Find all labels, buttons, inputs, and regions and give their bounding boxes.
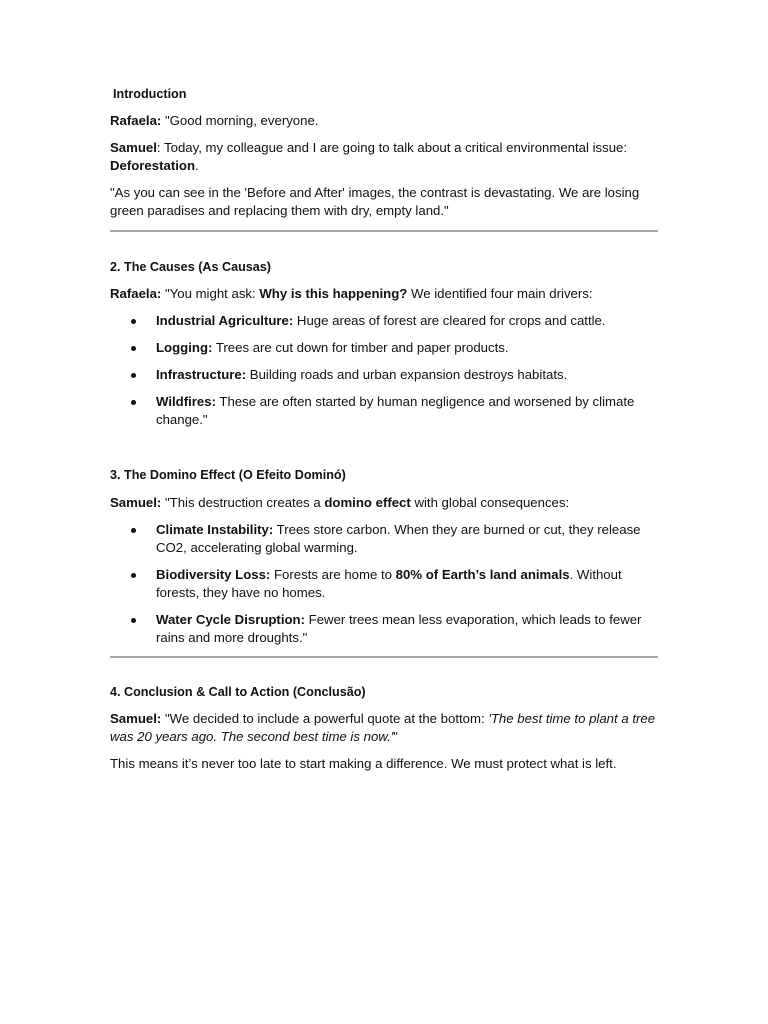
dialogue-text: "Good morning, everyone. <box>161 113 319 128</box>
bullet-icon <box>131 346 136 351</box>
bullet-icon <box>131 573 136 578</box>
list-item <box>110 566 658 602</box>
list-item <box>110 312 658 330</box>
intro-samuel-line <box>110 139 658 175</box>
dialogue-text: " <box>393 729 398 744</box>
dialogue-text: : Today, my colleague and I are going to talk about a critical environmental issue: <box>156 140 628 155</box>
intro-images-line: "As you can see in the 'Before and After' images, the contrast is devastating. We are losing green paradises and replacing them with dry, empty land." <box>110 185 640 218</box>
item-title: Infrastructure: <box>156 367 247 382</box>
quote-text: 'The best time to plant a tree was 20 years ago. The second best time is now.' <box>110 711 656 744</box>
bullet-icon <box>131 528 136 533</box>
item-text: Trees are cut down for timber and paper products. <box>212 340 509 355</box>
speaker-label: Samuel: <box>110 495 162 510</box>
item-title: Industrial Agriculture: <box>156 313 294 328</box>
speaker-label: Samuel <box>110 140 157 155</box>
bullet-icon <box>131 400 136 405</box>
section-heading-conclusion: 4. Conclusion & Call to Action (Conclusão) <box>110 685 366 699</box>
list-item <box>110 366 658 384</box>
intro-rafaela-line <box>110 112 318 130</box>
dialogue-text: "This destruction creates a <box>161 495 325 510</box>
bullet-icon <box>131 319 136 324</box>
domino-lead-line <box>110 494 658 512</box>
item-text: Huge areas of forest are cleared for crops and cattle. <box>293 313 606 328</box>
speaker-label: Rafaela: <box>110 113 162 128</box>
item-text: . Without forests, they have no homes. <box>156 567 622 600</box>
section-heading-domino: 3. The Domino Effect (O Efeito Dominó) <box>110 468 346 482</box>
list-item <box>110 521 658 557</box>
list-item <box>110 611 658 647</box>
bullet-icon <box>131 618 136 623</box>
item-title: Biodiversity Loss: <box>156 567 271 582</box>
causes-list <box>110 312 658 429</box>
dialogue-end: . <box>195 158 199 173</box>
dialogue-text: with global consequences: <box>410 495 570 510</box>
causes-lead-line <box>110 285 658 303</box>
list-item <box>110 339 658 357</box>
item-text: Trees store carbon. When they are burned or cut, they release CO2, accelerating global warming. <box>156 522 641 555</box>
item-text: Building roads and urban expansion destroys habitats. <box>246 367 568 382</box>
section-heading-causes: 2. The Causes (As Causas) <box>110 260 271 274</box>
dialogue-text: "We decided to include a powerful quote at the bottom: <box>161 711 489 726</box>
conclusion-closing-line: This means it’s never too late to start making a difference. We must protect what is left. <box>110 756 617 771</box>
item-title: Wildfires: <box>156 394 216 409</box>
item-text: Forests are home to <box>270 567 396 582</box>
item-title: Climate Instability: <box>156 522 274 537</box>
speaker-label: Samuel: <box>110 711 162 726</box>
question-text: Why is this happening? <box>259 286 408 301</box>
dialogue-text: "You might ask: <box>161 286 260 301</box>
domino-list <box>110 521 658 647</box>
section-divider <box>110 656 658 658</box>
item-text: Fewer trees mean less evaporation, which leads to fewer rains and more droughts." <box>156 612 642 645</box>
speaker-label: Rafaela: <box>110 286 162 301</box>
item-text: These are often started by human negligence and worsened by climate change." <box>156 394 635 427</box>
bullet-icon <box>131 373 136 378</box>
dialogue-text: We identified four main drivers: <box>407 286 593 301</box>
section-divider <box>110 230 658 232</box>
conclusion-lead-line <box>110 710 658 746</box>
item-title: Logging: <box>156 340 213 355</box>
item-title: Water Cycle Disruption: <box>156 612 305 627</box>
list-item <box>110 393 658 429</box>
section-heading-introduction: Introduction <box>113 87 187 101</box>
topic-term: Deforestation <box>110 158 195 173</box>
key-term: domino effect <box>324 495 411 510</box>
item-emphasis: 80% of Earth’s land animals <box>395 567 570 582</box>
